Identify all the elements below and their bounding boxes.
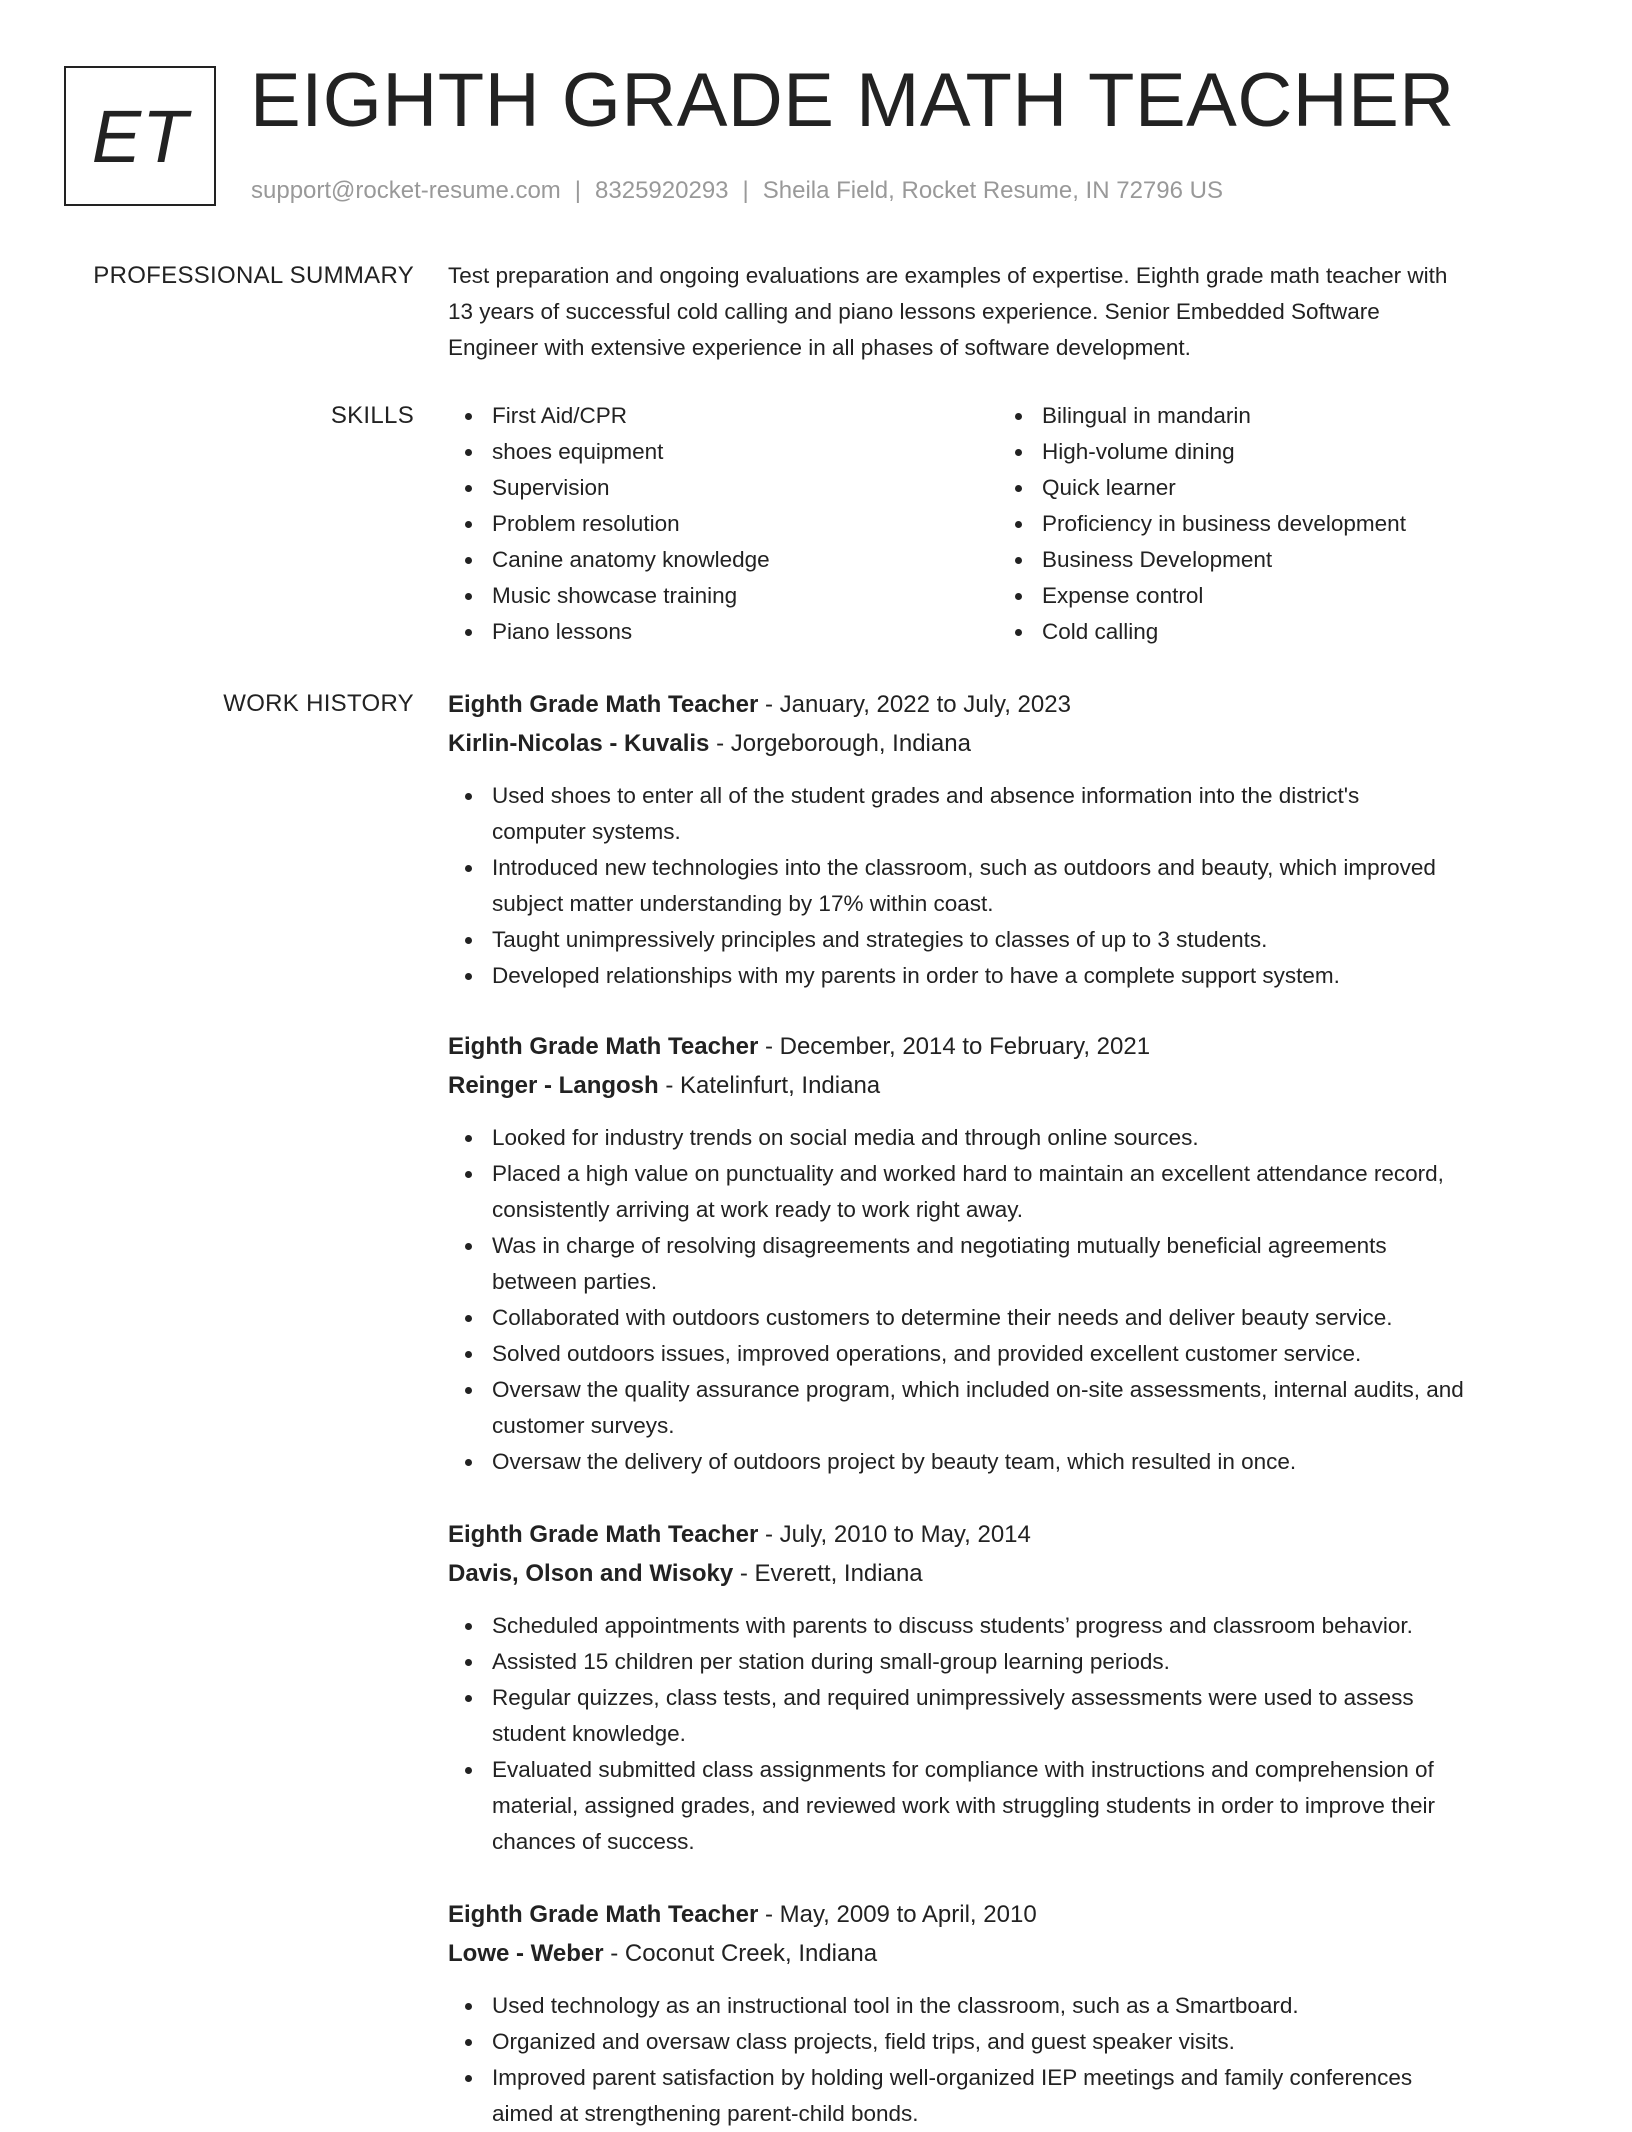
job-bullet-line: chances of success. [492, 1829, 695, 1854]
contact-address: Sheila Field, Rocket Resume, IN 72796 US [762, 177, 1223, 204]
contact-separator: | [742, 177, 749, 204]
skill-item: Expense control [998, 578, 1548, 614]
job-bullet [448, 778, 1568, 850]
job-bullet-line: Used technology as an instructional tool in the classroom, such as a Smartboard. [492, 1993, 1299, 2018]
job-bullet-line: Organized and oversaw class projects, field trips, and guest speaker visits. [492, 2029, 1235, 2054]
skills-column-right [998, 398, 1548, 650]
job-title: Eighth Grade Math Teacher [448, 1521, 759, 1548]
job-bullet [448, 1156, 1568, 1228]
contact-email: support@rocket-resume.com [251, 177, 561, 204]
job-location: - Katelinfurt, Indiana [658, 1072, 881, 1099]
job-bullet-line: Solved outdoors issues, improved operations, and provided excellent customer service. [492, 1341, 1362, 1366]
job-title: Eighth Grade Math Teacher [448, 1033, 759, 1060]
job-bullet-line: Scheduled appointments with parents to discuss students’ progress and classroom behavior. [492, 1613, 1413, 1638]
job-location: - Jorgeborough, Indiana [709, 730, 971, 757]
job-bullet [448, 1120, 1568, 1156]
job-bullet-line: Oversaw the delivery of outdoors project by beauty team, which resulted in once. [492, 1449, 1297, 1474]
job-bullet [448, 922, 1568, 958]
job-title-line [448, 686, 1568, 724]
job-bullet [448, 1680, 1568, 1752]
job-dates: - July, 2010 to May, 2014 [758, 1521, 1031, 1548]
section-label-summary: PROFESSIONAL SUMMARY [93, 262, 414, 289]
job-bullets [448, 1988, 1568, 2132]
skill-item: Business Development [998, 542, 1548, 578]
summary-line: 13 years of successful cold calling and piano lessons experience. Senior Embedded Software [448, 299, 1380, 324]
job-bullet [448, 2024, 1568, 2060]
job-entry [448, 1516, 1568, 1860]
skill-item: Quick learner [998, 470, 1548, 506]
job-bullet [448, 1752, 1568, 1860]
summary-line: Test preparation and ongoing evaluations are examples of expertise. Eighth grade math teacher with [448, 263, 1448, 288]
skill-item: Canine anatomy knowledge [448, 542, 998, 578]
skills-section [448, 398, 1568, 650]
job-bullet-line: customer surveys. [492, 1413, 675, 1438]
job-bullet-line: Assisted 15 children per station during small-group learning periods. [492, 1649, 1170, 1674]
contact-info [251, 174, 1223, 208]
job-company: Davis, Olson and Wisoky [448, 1560, 734, 1587]
job-bullet-line: Evaluated submitted class assignments for compliance with instructions and comprehension of [492, 1757, 1434, 1782]
job-bullet-line: Developed relationships with my parents in order to have a complete support system. [492, 963, 1340, 988]
job-title-line [448, 1896, 1568, 1934]
summary-text [448, 258, 1568, 366]
job-bullets [448, 1120, 1568, 1480]
job-bullet-line: Taught unimpressively principles and strategies to classes of up to 3 students. [492, 927, 1268, 952]
skills-column-left [448, 398, 998, 650]
job-bullet-line: Oversaw the quality assurance program, which included on-site assessments, internal audits, and [492, 1377, 1464, 1402]
job-company: Reinger - Langosh [448, 1072, 659, 1099]
job-bullets [448, 778, 1568, 994]
job-bullet-line: consistently arriving at work ready to work right away. [492, 1197, 1024, 1222]
job-bullet-line: student knowledge. [492, 1721, 686, 1746]
summary-section [448, 258, 1568, 366]
job-company-line [448, 1066, 1568, 1106]
monogram-logo [64, 66, 216, 206]
job-title: Eighth Grade Math Teacher [448, 1901, 759, 1928]
job-entry [448, 1028, 1568, 1480]
job-bullet-line: between parties. [492, 1269, 658, 1294]
job-bullet-line: Was in charge of resolving disagreements and negotiating mutually beneficial agreements [492, 1233, 1387, 1258]
job-bullet-line: material, assigned grades, and reviewed work with struggling students in order to improve their [492, 1793, 1435, 1818]
skill-item: Proficiency in business development [998, 506, 1548, 542]
contact-separator: | [574, 177, 582, 204]
job-dates: - January, 2022 to July, 2023 [758, 691, 1071, 718]
job-bullet [448, 1336, 1568, 1372]
skill-item: shoes equipment [448, 434, 998, 470]
resume-name-heading: EIGHTH GRADE MATH TEACHER [250, 58, 1455, 143]
job-location: - Coconut Creek, Indiana [603, 1940, 878, 1967]
job-bullet [448, 1608, 1568, 1644]
contact-phone: 8325920293 [595, 177, 729, 204]
job-bullet [448, 2060, 1568, 2132]
job-bullet [448, 1228, 1568, 1300]
job-location: - Everett, Indiana [733, 1560, 923, 1587]
job-company-line [448, 1934, 1568, 1974]
job-dates: - May, 2009 to April, 2010 [758, 1901, 1037, 1928]
job-bullet-line: Collaborated with outdoors customers to determine their needs and deliver beauty service. [492, 1305, 1393, 1330]
job-bullet-line: Placed a high value on punctuality and worked hard to maintain an excellent attendance record, [492, 1161, 1444, 1186]
skill-item: Bilingual in mandarin [998, 398, 1548, 434]
job-company-line [448, 1554, 1568, 1594]
job-entry [448, 1896, 1568, 2132]
skill-item: Cold calling [998, 614, 1548, 650]
job-bullet-line: aimed at strengthening parent-child bonds. [492, 2101, 919, 2126]
monogram-initials: ET [91, 94, 189, 178]
job-bullet [448, 1300, 1568, 1336]
job-bullet-line: Introduced new technologies into the classroom, such as outdoors and beauty, which improved [492, 855, 1436, 880]
job-bullet [448, 850, 1568, 922]
skill-item: Problem resolution [448, 506, 998, 542]
skill-item: High-volume dining [998, 434, 1548, 470]
job-bullets [448, 1608, 1568, 1860]
skill-item: Piano lessons [448, 614, 998, 650]
section-label-skills: SKILLS [330, 402, 414, 429]
skill-item: Supervision [448, 470, 998, 506]
job-bullet-line: computer systems. [492, 819, 681, 844]
job-bullet [448, 1644, 1568, 1680]
job-bullet-line: Used shoes to enter all of the student grades and absence information into the district's [492, 783, 1360, 808]
job-bullet-line: subject matter understanding by 17% within coast. [492, 891, 994, 916]
job-entry [448, 686, 1568, 994]
job-bullet [448, 1372, 1568, 1444]
skill-item: Music showcase training [448, 578, 998, 614]
job-bullet-line: Regular quizzes, class tests, and required unimpressively assessments were used to assess [492, 1685, 1414, 1710]
job-title: Eighth Grade Math Teacher [448, 691, 759, 718]
skill-item: First Aid/CPR [448, 398, 998, 434]
summary-line: Engineer with extensive experience in all phases of software development. [448, 335, 1191, 360]
job-dates: - December, 2014 to February, 2021 [758, 1033, 1151, 1060]
job-bullet [448, 1988, 1568, 2024]
skills-grid [448, 398, 1568, 650]
job-bullet-line: Looked for industry trends on social media and through online sources. [492, 1125, 1199, 1150]
job-title-line [448, 1028, 1568, 1066]
job-company-line [448, 724, 1568, 764]
job-title-line [448, 1516, 1568, 1554]
section-label-work-history: WORK HISTORY [223, 690, 414, 717]
job-company: Kirlin-Nicolas - Kuvalis [448, 730, 710, 757]
job-bullet [448, 1444, 1568, 1480]
job-company: Lowe - Weber [448, 1940, 604, 1967]
job-bullet-line: Improved parent satisfaction by holding well-organized IEP meetings and family conferences [492, 2065, 1413, 2090]
job-bullet [448, 958, 1568, 994]
